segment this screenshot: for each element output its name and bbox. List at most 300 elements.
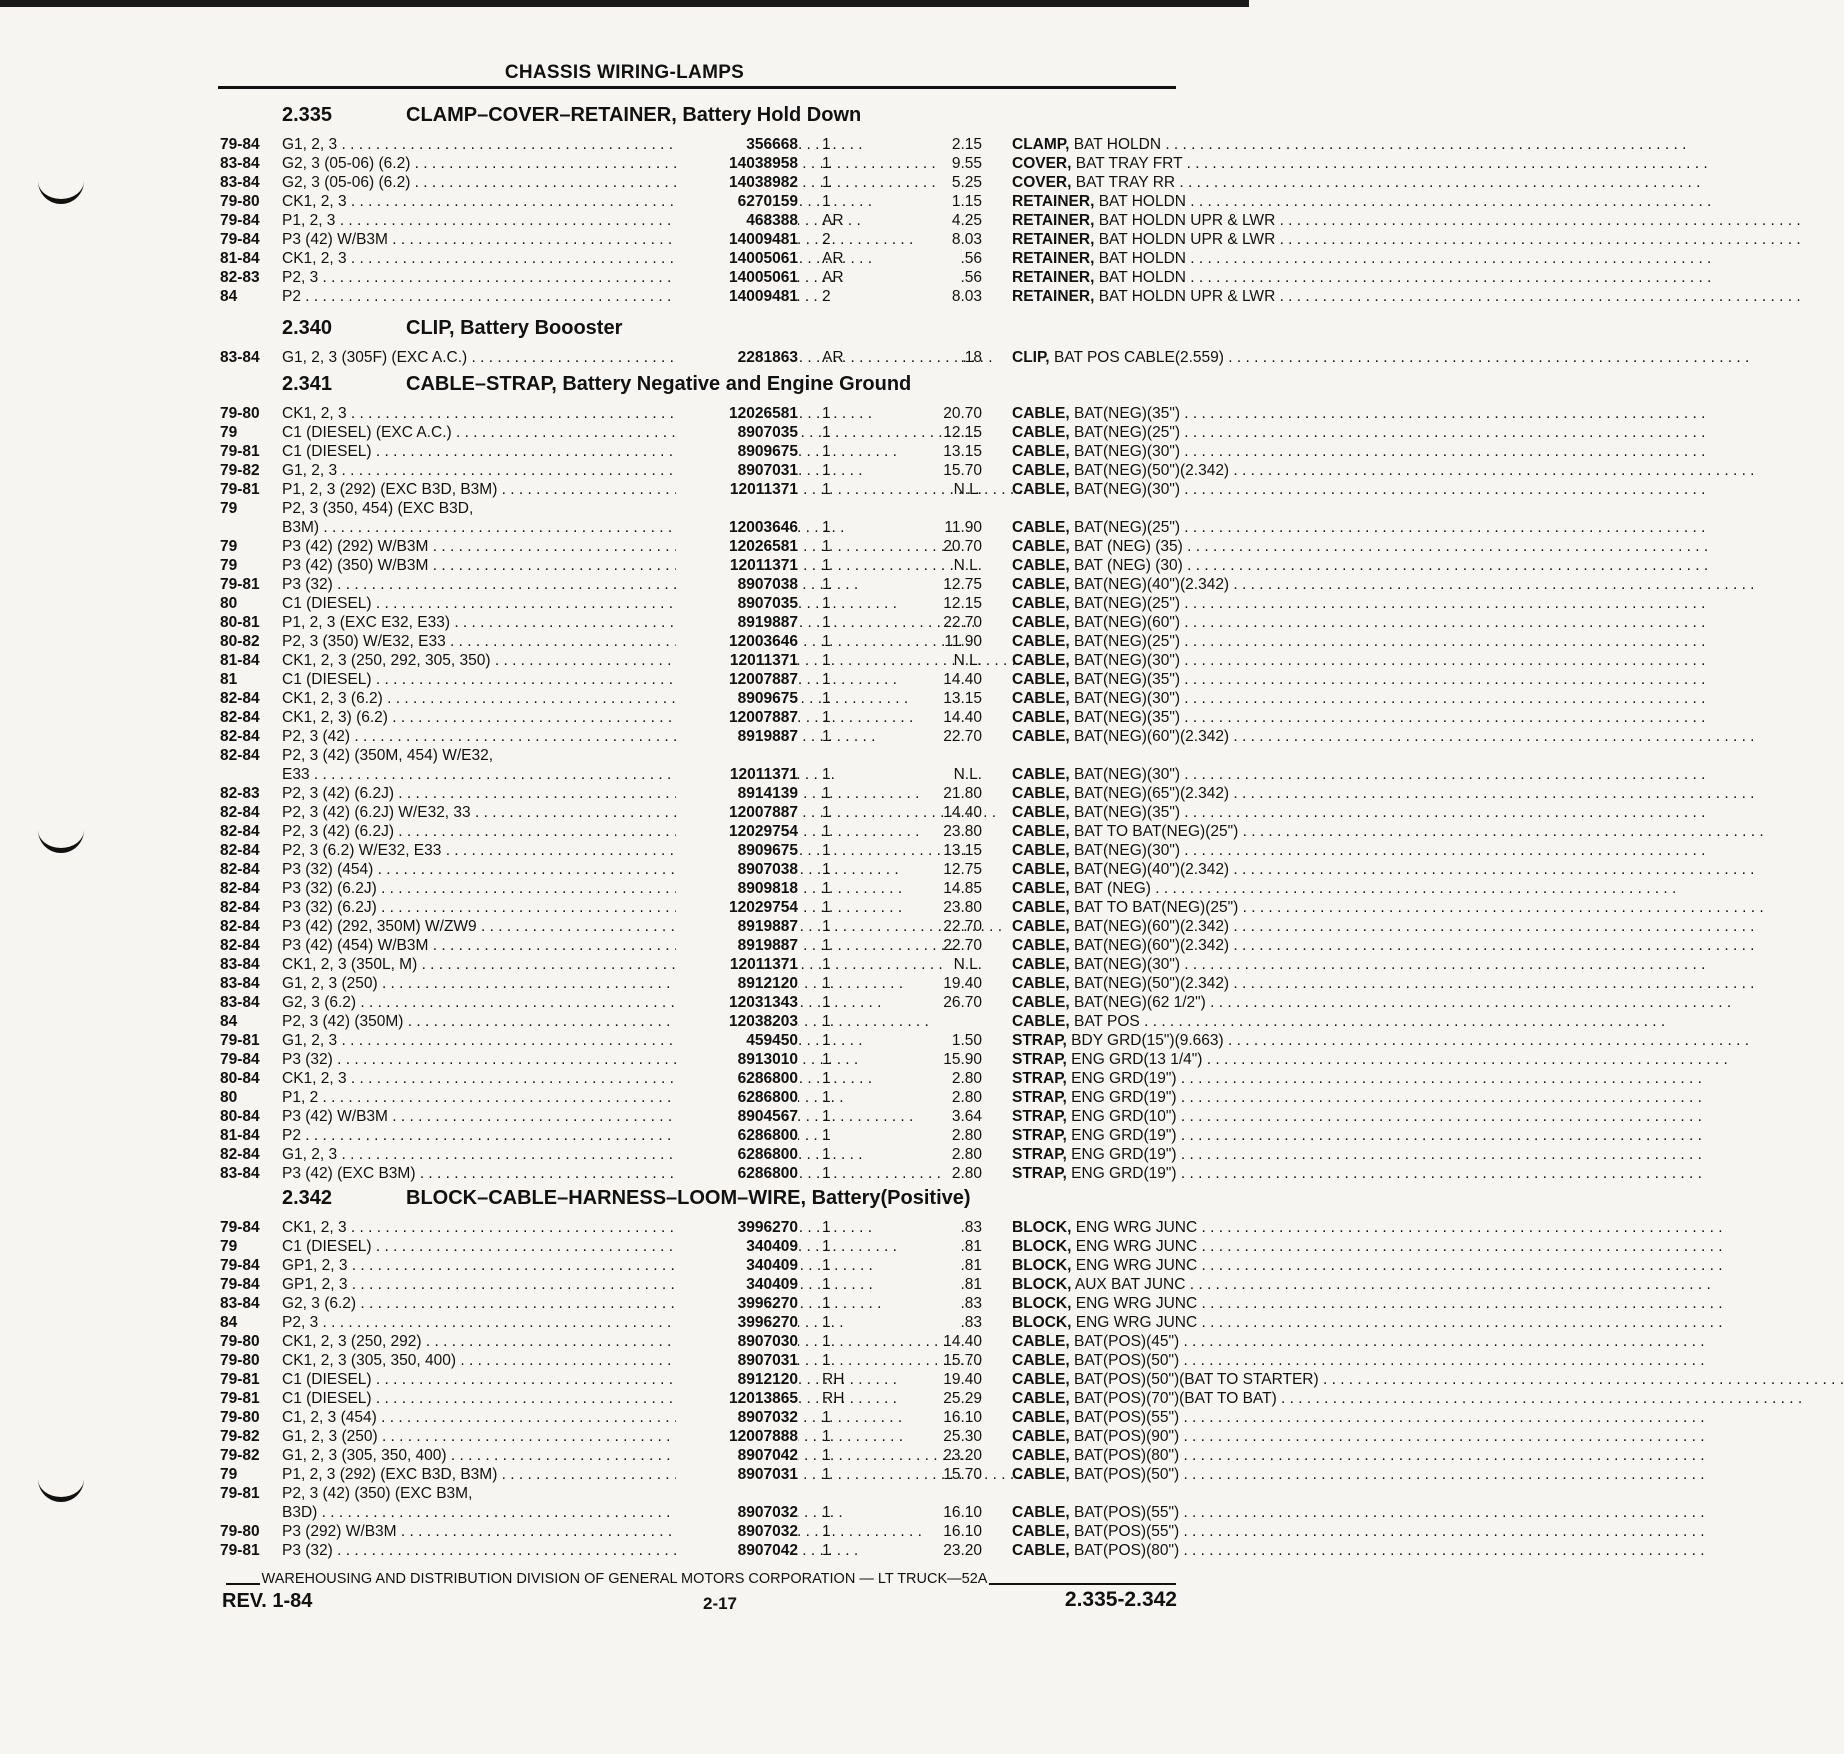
quantity: 1 <box>822 155 831 172</box>
table-row <box>220 575 1230 594</box>
table-row <box>220 154 1183 173</box>
description <box>1012 632 1397 651</box>
part-number: 12031343 <box>676 993 798 1012</box>
table-row <box>220 404 1178 423</box>
quantity: 1 <box>822 557 831 574</box>
price: 2.80 <box>951 1127 982 1144</box>
price: 23.80 <box>943 823 982 840</box>
section-title: CLAMP–COVER–RETAINER, Battery Hold Down <box>406 104 862 126</box>
description-type: RETAINER, <box>1012 250 1095 267</box>
price: 26.70 <box>943 994 982 1011</box>
price: 14.40 <box>943 671 982 688</box>
price: 12.15 <box>943 424 982 441</box>
description <box>1012 348 1397 367</box>
model-years: 79-80 <box>220 1523 260 1540</box>
quantity: 1 <box>822 174 831 191</box>
description-type: STRAP, <box>1012 1165 1067 1182</box>
model-years: 79-80 <box>220 1409 260 1426</box>
description-type: CABLE, <box>1012 1333 1070 1350</box>
part-number: 12003646 <box>676 632 798 651</box>
description <box>1012 442 1397 461</box>
part-number: 12007888 <box>676 1427 798 1446</box>
application: G2, 3 (05-06) (6.2) . . . <box>282 173 772 192</box>
part-number: 8919887 <box>676 727 798 746</box>
section-number: 2.341 <box>282 373 333 395</box>
application: P1, 2, 3 (292) (EXC B3D, B3M) . . . <box>282 1465 772 1484</box>
part-number: 3996270 <box>676 1218 798 1237</box>
description <box>1012 917 1397 936</box>
application: C1 (DIESEL) . . . <box>282 594 772 613</box>
description-type: CABLE, <box>1012 994 1070 1011</box>
section-rows <box>220 404 1239 1183</box>
description-text: BAT HOLDN <box>1098 193 1186 210</box>
quantity: 1 <box>822 899 831 916</box>
quantity: 1 <box>822 1165 831 1182</box>
application: CK1, 2, 3 (350L, M) . . . <box>282 955 772 974</box>
quantity: 1 <box>822 861 831 878</box>
price: 2.80 <box>951 1146 982 1163</box>
quantity: 1 <box>822 193 831 210</box>
part-number: 8914139 <box>676 784 798 803</box>
description-type: RETAINER, <box>1012 193 1095 210</box>
model-years: 79-81 <box>220 1371 260 1388</box>
quantity: 1 <box>822 766 831 783</box>
description-text: BAT(NEG)(30") <box>1074 956 1180 973</box>
description-text: BAT TO BAT(NEG)(25") <box>1074 899 1239 916</box>
description-type: CABLE, <box>1012 1504 1070 1521</box>
table-row <box>220 860 1230 879</box>
quantity: 1 <box>822 1466 831 1483</box>
description-type: CABLE, <box>1012 861 1070 878</box>
description-type: CLAMP, <box>1012 136 1070 153</box>
description-type: CABLE, <box>1012 899 1070 916</box>
application: P3 (42) (350) W/B3M . . . <box>282 556 772 575</box>
description-text: BAT(NEG)(25") <box>1074 633 1180 650</box>
price: .83 <box>960 1219 982 1236</box>
description-text: BAT(NEG)(50")(2.342) <box>1074 975 1230 992</box>
table-row <box>220 1465 1178 1484</box>
description-text: ENG GRD(13 1/4") <box>1071 1051 1203 1068</box>
description-text: BAT(NEG)(65")(2.342) <box>1074 785 1230 802</box>
table-row <box>220 784 1230 803</box>
application: G1, 2, 3 . . . <box>282 1031 772 1050</box>
part-number: 14005061 <box>676 249 798 268</box>
table-row <box>220 1427 1178 1446</box>
description <box>1012 480 1397 499</box>
table-row <box>220 135 1178 154</box>
application: P3 (32) . . . <box>282 1050 772 1069</box>
description <box>1012 936 1397 955</box>
price: 21.80 <box>943 785 982 802</box>
price: 2.15 <box>951 136 982 153</box>
price: 22.70 <box>943 614 982 631</box>
description <box>1012 1031 1397 1050</box>
application: P3 (32) (6.2J) . . . <box>282 879 772 898</box>
part-number: 12011371 <box>676 765 798 784</box>
part-number: 14038958 <box>676 154 798 173</box>
model-years: 79-81 <box>220 443 260 460</box>
price: 11.90 <box>944 633 982 650</box>
section-rows <box>220 135 1276 306</box>
quantity: RH <box>822 1371 845 1388</box>
description-text: BAT(NEG)(40")(2.342) <box>1074 861 1230 878</box>
application: P1, 2, 3 (292) (EXC B3D, B3M) . . . <box>282 480 772 499</box>
table-row <box>220 1389 1277 1408</box>
part-number: 6286800 <box>676 1145 798 1164</box>
part-number: 8907035 <box>676 594 798 613</box>
part-number: 8909675 <box>676 442 798 461</box>
application: P2, 3 (350) W/E32, E33 . . . <box>282 632 772 651</box>
description <box>1012 841 1397 860</box>
price: 14.40 <box>943 1333 982 1350</box>
application: CK1, 2, 3 . . . <box>282 1218 772 1237</box>
table-row <box>220 879 1178 898</box>
description-text: BAT HOLDN UPR & LWR <box>1098 231 1276 248</box>
part-number: 8907042 <box>676 1446 798 1465</box>
quantity: 1 <box>822 804 831 821</box>
description-text: BAT HOLDN UPR & LWR <box>1098 212 1276 229</box>
table-row <box>220 1031 1224 1050</box>
table-row <box>220 822 1239 841</box>
description-type: RETAINER, <box>1012 212 1095 229</box>
application: CK1, 2, 3 (305, 350, 400) . . . <box>282 1351 772 1370</box>
quantity: RH <box>822 1390 845 1407</box>
application: P2, 3 (6.2) W/E32, E33 . . . <box>282 841 772 860</box>
model-years: 79-84 <box>220 1257 260 1274</box>
description-type: CABLE, <box>1012 462 1070 479</box>
quantity: 1 <box>822 1504 831 1521</box>
description <box>1012 613 1397 632</box>
quantity: 1 <box>822 1108 831 1125</box>
price: N.L. <box>953 766 982 783</box>
model-years: 81-84 <box>220 250 260 267</box>
application: P1, 2, 3 (EXC E32, E33) . . . <box>282 613 772 632</box>
table-row <box>220 1050 1203 1069</box>
table-row <box>220 423 1178 442</box>
description <box>1012 803 1397 822</box>
application: P2, 3 (42) (350) (EXC B3M, <box>282 1485 473 1502</box>
description <box>1012 423 1397 442</box>
model-years: 79-81 <box>220 576 260 593</box>
application: P3 (32) . . . <box>282 575 772 594</box>
model-years: 79 <box>220 500 238 517</box>
table-row <box>220 708 1178 727</box>
price: 19.40 <box>943 975 982 992</box>
price: 4.25 <box>951 212 982 229</box>
application: G1, 2, 3 (250) . . . <box>282 974 772 993</box>
quantity: 1 <box>822 576 831 593</box>
quantity: 1 <box>822 1314 831 1331</box>
description-text: BAT(POS)(45") <box>1074 1333 1180 1350</box>
application: CK1, 2, 3 . . . <box>282 192 772 211</box>
quantity: 1 <box>822 1238 831 1255</box>
part-number: 12029754 <box>676 898 798 917</box>
part-number: 8907032 <box>676 1503 798 1522</box>
table-row <box>220 537 1183 556</box>
model-years: 79-84 <box>220 1276 260 1293</box>
table-row <box>220 1237 1198 1256</box>
part-number: 340409 <box>676 1237 798 1256</box>
model-years: 84 <box>220 1013 238 1030</box>
part-number: 459450 <box>676 1031 798 1050</box>
description-type: BLOCK, <box>1012 1314 1072 1331</box>
application: P3 (32) . . . <box>282 1541 772 1560</box>
quantity: AR <box>822 349 844 366</box>
description <box>1012 575 1397 594</box>
application: CK1, 2, 3 (250, 292, 305, 350) . . . <box>282 651 772 670</box>
part-number: 12013865 <box>676 1389 798 1408</box>
model-years: 79-84 <box>220 1219 260 1236</box>
quantity: 1 <box>822 937 831 954</box>
quantity: AR <box>822 212 844 229</box>
quantity: 1 <box>822 1257 831 1274</box>
table-row <box>220 670 1178 689</box>
table-row <box>220 518 1178 537</box>
application: P2, 3 (42) (350M) . . . <box>282 1012 772 1031</box>
quantity: AR <box>822 269 844 286</box>
description <box>1012 670 1397 689</box>
part-number: 6286800 <box>676 1069 798 1088</box>
part-number: 6286800 <box>676 1088 798 1107</box>
part-number: 8907042 <box>676 1541 798 1560</box>
table-row <box>220 727 1230 746</box>
price: 8.03 <box>951 231 982 248</box>
description-text: BAT(NEG)(25") <box>1074 519 1180 536</box>
section-heading <box>282 1187 971 1209</box>
quantity: 1 <box>822 481 831 498</box>
model-years: 79-84 <box>220 212 260 229</box>
table-row <box>220 1408 1178 1427</box>
price: N.L. <box>953 956 982 973</box>
model-years: 80-81 <box>220 614 260 631</box>
table-row <box>220 746 1178 765</box>
description-text: BAT HOLDN <box>1073 136 1162 153</box>
table-row <box>220 1522 1178 1541</box>
model-years: 82-84 <box>220 1146 260 1163</box>
model-years: 83-84 <box>220 174 260 191</box>
description-type: CABLE, <box>1012 557 1070 574</box>
section-heading <box>282 317 622 339</box>
description <box>1012 1126 1397 1145</box>
description <box>1012 879 1397 898</box>
table-row <box>220 1503 1178 1522</box>
part-number: 6286800 <box>676 1164 798 1183</box>
description-text: ENG GRD(19") <box>1071 1070 1177 1087</box>
description-text: BAT (NEG) <box>1074 880 1151 897</box>
price: 20.70 <box>943 405 982 422</box>
part-number: 8907032 <box>676 1408 798 1427</box>
table-row <box>220 689 1178 708</box>
description-text: BAT(NEG)(30") <box>1074 652 1180 669</box>
application: P2, 3 (42) (6.2J) . . . <box>282 784 772 803</box>
price: .56 <box>960 269 982 286</box>
application: CK1, 2, 3 . . . <box>282 249 772 268</box>
part-number: 8907038 <box>676 575 798 594</box>
description-type: CABLE, <box>1012 1447 1070 1464</box>
quantity: 1 <box>822 823 831 840</box>
part-number: 3996270 <box>676 1294 798 1313</box>
price: 13.15 <box>943 690 982 707</box>
description-text: BAT TO BAT(NEG)(25") <box>1074 823 1239 840</box>
price: 12.15 <box>943 595 982 612</box>
description-text: AUX BAT JUNC <box>1074 1276 1186 1293</box>
table-row <box>220 1351 1178 1370</box>
description-type: STRAP, <box>1012 1070 1067 1087</box>
table-row <box>220 803 1178 822</box>
application: P2 . . . <box>282 1126 772 1145</box>
table-row <box>220 651 1178 670</box>
description-text: ENG GRD(19") <box>1071 1089 1177 1106</box>
description <box>1012 173 1397 192</box>
part-number: 12011371 <box>676 955 798 974</box>
table-row <box>220 955 1178 974</box>
table-row <box>220 287 1276 306</box>
title-rule <box>218 86 1176 89</box>
description-type: RETAINER, <box>1012 288 1095 305</box>
application: P3 (42) W/B3M . . . <box>282 230 772 249</box>
table-row <box>220 898 1239 917</box>
description <box>1012 784 1397 803</box>
application: C1 (DIESEL) . . . <box>282 442 772 461</box>
application: CK1, 2, 3 (6.2) . . . <box>282 689 772 708</box>
quantity: 1 <box>822 690 831 707</box>
table-row <box>220 1370 1319 1389</box>
description-type: RETAINER, <box>1012 231 1095 248</box>
description-text: ENG WRG JUNC <box>1075 1314 1198 1331</box>
description-type: BLOCK, <box>1012 1219 1072 1236</box>
application: G2, 3 (6.2) . . . <box>282 993 772 1012</box>
application: P2, 3 . . . <box>282 1313 772 1332</box>
table-row <box>220 1164 1178 1183</box>
description-text: BAT(POS)(50") <box>1074 1352 1180 1369</box>
description-type: CABLE, <box>1012 804 1070 821</box>
application: P2, 3 . . . <box>282 268 772 287</box>
section-number: 2.335 <box>282 104 333 126</box>
application: P2, 3 (42) (6.2J) . . . <box>282 822 772 841</box>
description-text: BAT(NEG)(30") <box>1074 443 1180 460</box>
part-number: 8907030 <box>676 1332 798 1351</box>
price: N.L. <box>953 652 982 669</box>
description <box>1012 1427 1397 1446</box>
price: N.L. <box>953 481 982 498</box>
quantity: 1 <box>822 405 831 422</box>
table-row <box>220 499 1178 518</box>
part-number: 12029754 <box>676 822 798 841</box>
quantity: 1 <box>822 1051 831 1068</box>
description <box>1012 230 1397 249</box>
description <box>1012 860 1397 879</box>
quantity: 1 <box>822 671 831 688</box>
description <box>1012 1069 1397 1088</box>
model-years: 82-84 <box>220 918 260 935</box>
table-row <box>220 1107 1178 1126</box>
description-type: CABLE, <box>1012 1390 1070 1407</box>
section-rows <box>220 348 1224 367</box>
model-years: 82-84 <box>220 937 260 954</box>
model-years: 82-84 <box>220 880 260 897</box>
description <box>1012 727 1397 746</box>
part-number: 8907038 <box>676 860 798 879</box>
model-years: 79-81 <box>220 481 260 498</box>
model-years: 84 <box>220 288 238 305</box>
quantity: 2 <box>822 288 831 305</box>
application: P2, 3 (350, 454) (EXC B3D, <box>282 500 474 517</box>
quantity: 1 <box>822 1542 831 1559</box>
table-row <box>220 594 1178 613</box>
description <box>1012 211 1397 230</box>
quantity: 1 <box>822 1409 831 1426</box>
description-text: BDY GRD(15")(9.663) <box>1071 1032 1224 1049</box>
quantity: 1 <box>822 462 831 479</box>
part-number: 8919887 <box>676 613 798 632</box>
description-type: CABLE, <box>1012 519 1070 536</box>
price: 14.40 <box>943 804 982 821</box>
part-number: 8907031 <box>676 461 798 480</box>
table-row <box>220 1313 1198 1332</box>
application: P3 (32) (6.2J) . . . <box>282 898 772 917</box>
table-row <box>220 765 1178 784</box>
description-text: BAT POS CABLE(2.559) <box>1053 349 1224 366</box>
application: P3 (42) (454) W/B3M . . . <box>282 936 772 955</box>
price: 15.90 <box>943 1051 982 1068</box>
description <box>1012 518 1397 537</box>
part-number: 340409 <box>676 1256 798 1275</box>
quantity: 1 <box>822 1032 831 1049</box>
quantity: 1 <box>822 956 831 973</box>
description-type: CABLE, <box>1012 576 1070 593</box>
section-range: 2.335-2.342 <box>1064 1588 1177 1611</box>
table-row <box>220 1275 1186 1294</box>
model-years: 79-84 <box>220 231 260 248</box>
price: 25.30 <box>943 1428 982 1445</box>
application: G1, 2, 3 (305, 350, 400) . . . <box>282 1446 772 1465</box>
description-type: CABLE, <box>1012 481 1070 498</box>
quantity: 1 <box>822 1219 831 1236</box>
application: C1 (DIESEL) . . . <box>282 670 772 689</box>
price: 1.15 <box>951 193 982 210</box>
model-years: 79-84 <box>220 1051 260 1068</box>
table-row <box>220 1012 1178 1031</box>
section-title: CABLE–STRAP, Battery Negative and Engine Ground <box>406 373 912 395</box>
price: .81 <box>960 1238 982 1255</box>
description <box>1012 1218 1397 1237</box>
quantity: 1 <box>822 538 831 555</box>
price: .56 <box>960 250 982 267</box>
table-row <box>220 348 1224 367</box>
application: G1, 2, 3 . . . <box>282 461 772 480</box>
application: CK1, 2, 3 (250, 292) . . . <box>282 1332 772 1351</box>
section-heading <box>282 104 861 126</box>
section-rows <box>220 1218 1319 1560</box>
page-title: CHASSIS WIRING-LAMPS <box>504 62 745 83</box>
application: G2, 3 (6.2) . . . <box>282 1294 772 1313</box>
model-years: 79-81 <box>220 1390 260 1407</box>
description-type: CABLE, <box>1012 443 1070 460</box>
description <box>1012 556 1397 575</box>
application: C1, 2, 3 (454) . . . <box>282 1408 772 1427</box>
part-number: 14005061 <box>676 268 798 287</box>
description-text: BAT (NEG) (35) <box>1074 538 1183 555</box>
description-type: BLOCK, <box>1012 1238 1072 1255</box>
description-type: CABLE, <box>1012 405 1070 422</box>
quantity: 1 <box>822 424 831 441</box>
model-years: 79-81 <box>220 1032 260 1049</box>
model-years: 82-84 <box>220 728 260 745</box>
part-number: 12011371 <box>676 651 798 670</box>
price: 23.80 <box>943 899 982 916</box>
description-text: BAT(POS)(90") <box>1074 1428 1180 1445</box>
description-type: CLIP, <box>1012 349 1050 366</box>
